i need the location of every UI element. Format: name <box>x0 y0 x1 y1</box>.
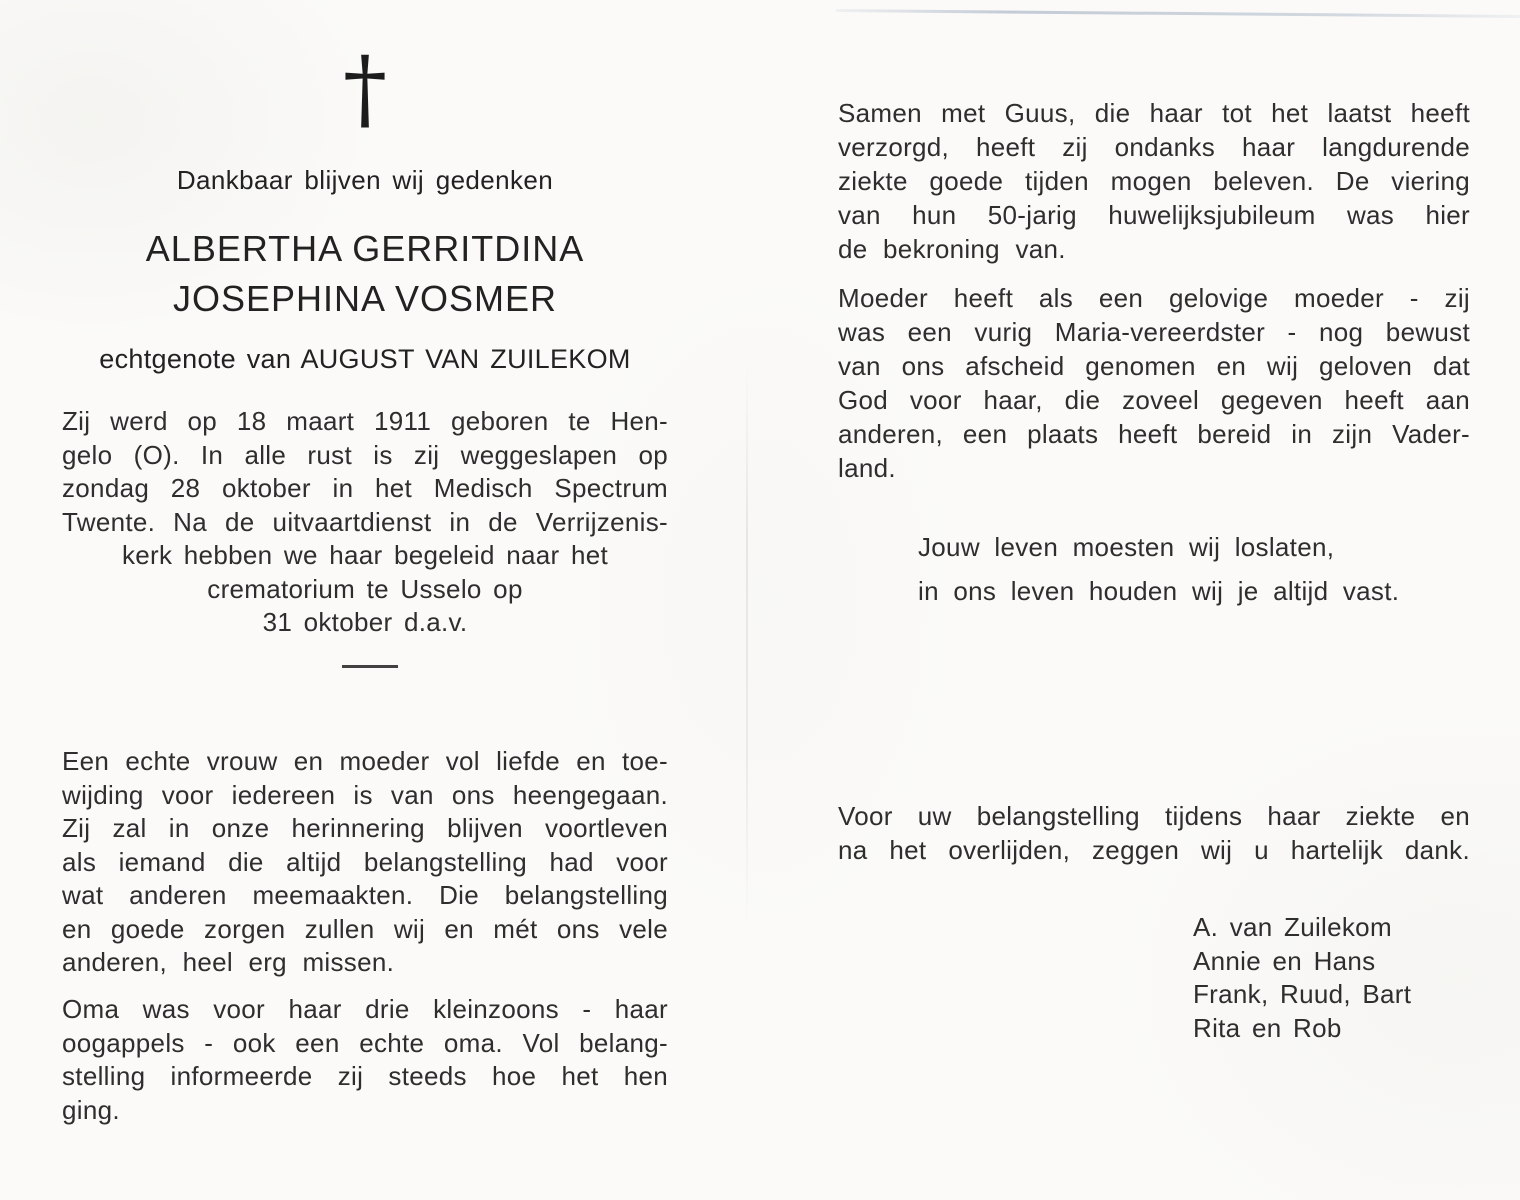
deceased-name <box>62 224 668 324</box>
faith-paragraph <box>838 281 1470 485</box>
memorial-verse <box>838 530 1470 608</box>
intro-text: Dankbaar blijven wij gedenken <box>176 165 554 195</box>
grandmother-paragraph <box>62 993 668 1127</box>
signature-block <box>1193 911 1411 1045</box>
signature-line: Annie en Hans <box>1193 945 1376 976</box>
text-line: God voor haar, die zoveel gegeven heeft aan <box>838 385 1470 415</box>
center-fold-line <box>746 360 748 930</box>
text-line: Zij werd op 18 maart 1911 geboren te Hen- <box>62 406 668 436</box>
text-line: van ons afscheid genomen en wij geloven dat <box>838 351 1470 381</box>
text-line: kerk hebben we haar begeleid naar het <box>121 540 609 570</box>
text-line: zondag 28 oktober in het Medisch Spectrum <box>62 473 668 503</box>
text-line: Voor uw belangstelling tijdens haar ziekte en <box>838 801 1470 831</box>
left-page <box>62 0 668 1200</box>
text-line: gelo (O). In alle rust is zij weggeslapen op <box>62 439 668 470</box>
text-line: Twente. Na de uitvaartdienst in de Verrijzenis- <box>62 506 668 537</box>
text-line: Een echte vrouw en moeder vol liefde en toe- <box>62 746 668 776</box>
text-line: wat anderen meemaakten. Die belangstelling <box>62 880 668 910</box>
signature-line: A. van Zuilekom <box>1193 912 1392 942</box>
text-line: oogappels - ook een echte oma. Vol belang- <box>62 1027 668 1058</box>
right-page <box>838 0 1470 1200</box>
care-paragraph <box>838 96 1470 266</box>
text-line: anderen, heel erg missen. <box>62 947 395 977</box>
signature-line: Rita en Rob <box>1193 1012 1342 1043</box>
text-line: 31 oktober d.a.v. <box>262 607 468 637</box>
divider-container <box>62 665 668 668</box>
cross-icon: † <box>343 37 387 140</box>
verse-line-1: Jouw leven moesten wij loslaten, <box>918 532 1335 562</box>
text-line: Samen met Guus, die haar tot het laatst heeft <box>838 98 1470 128</box>
divider-line <box>342 665 398 668</box>
text-line: van hun 50-jarig huwelijksjubileum was hier <box>838 200 1470 230</box>
text-line: stelling informeerde zij steeds hoe het hen <box>62 1061 668 1091</box>
text-line: Zij zal in onze herinnering blijven voortleven <box>62 813 668 843</box>
text-line: na het overlijden, zeggen wij u hartelijk dank. <box>838 835 1470 865</box>
text-line: anderen, een plaats heeft bereid in zijn Vader- <box>838 419 1470 449</box>
verse-line-2: in ons leven houden wij je altijd vast. <box>918 576 1400 606</box>
signature-line: Frank, Ruud, Bart <box>1193 979 1412 1009</box>
text-line: crematorium te Usselo op <box>207 573 523 604</box>
deceased-name-line2: JOSEPHINA VOSMER <box>172 278 558 319</box>
text-line: wijding voor iedereen is van ons heengegaan. <box>62 779 668 810</box>
text-line: ging. <box>62 1094 120 1125</box>
text-line: en goede zorgen zullen wij en mét ons vele <box>62 913 668 944</box>
deceased-name-line1: ALBERTHA GERRITDINA <box>145 228 585 269</box>
text-line: ziekte goede tijden mogen beleven. De viering <box>838 166 1470 196</box>
text-line: verzorgd, heeft zij ondanks haar langdurende <box>838 132 1470 162</box>
text-line: de bekroning van. <box>838 234 1066 264</box>
spouse-line: echtgenote van AUGUST VAN ZUILEKOM <box>99 344 631 374</box>
life-details-paragraph <box>62 405 668 640</box>
text-line: Moeder heeft als een gelovige moeder - zij <box>838 283 1470 313</box>
text-line: als iemand die altijd belangstelling had voor <box>62 846 668 877</box>
tribute-paragraph <box>62 745 668 980</box>
text-line: land. <box>838 453 896 483</box>
text-line: Oma was voor haar drie kleinzoons - haar <box>62 994 668 1024</box>
thanks-paragraph <box>838 799 1470 867</box>
text-line: was een vurig Maria-vereerdster - nog bewust <box>838 317 1470 347</box>
